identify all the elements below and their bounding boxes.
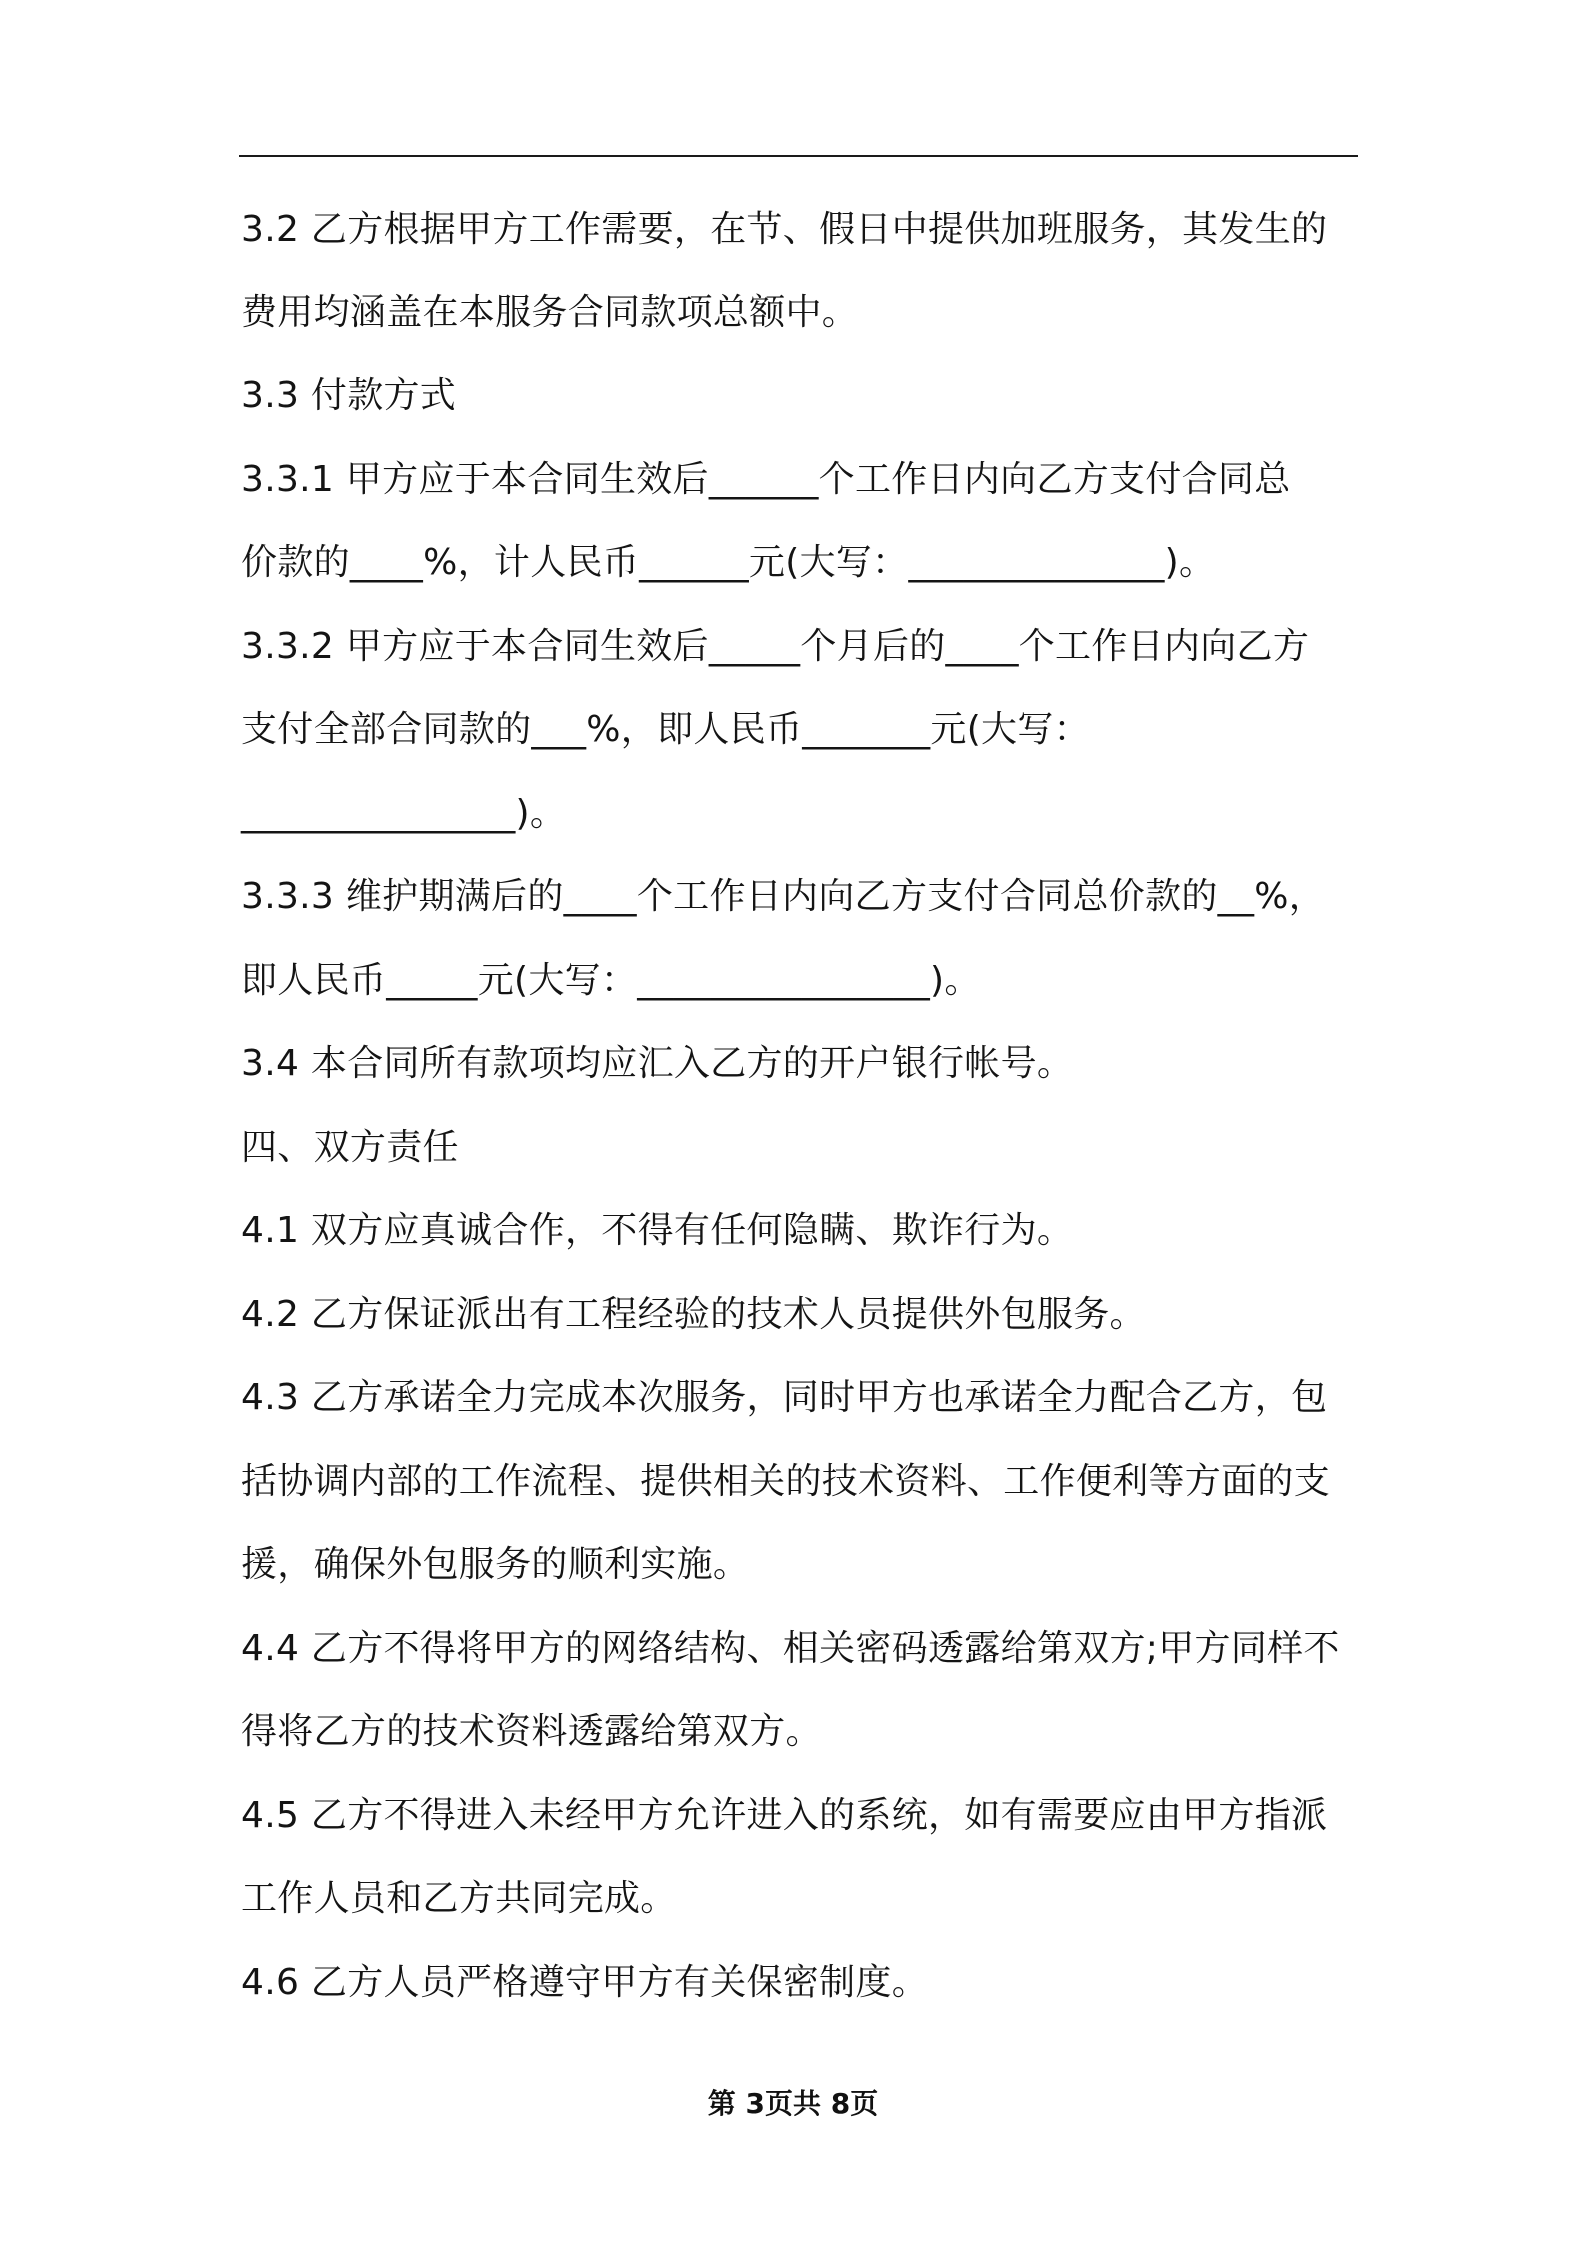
text-line: 4.3 乙方承诺全力完成本次服务，同时甲方也承诺全力配合乙方，包	[241, 1377, 1328, 1418]
text-line: 得将乙方的技术资料透露给第双方。	[241, 1711, 822, 1752]
text-line: _______________)。	[241, 793, 567, 834]
text-line: 3.3.3 维护期满后的____个工作日内向乙方支付合同总价款的__%，	[241, 876, 1326, 917]
text-line: 3.3.1 甲方应于本合同生效后______个工作日内向乙方支付合同总	[241, 459, 1291, 500]
text-line: 3.3 付款方式	[241, 375, 457, 416]
text-line: 4.1 双方应真诚合作，不得有任何隐瞒、欺诈行为。	[241, 1210, 1074, 1251]
text-line: 4.4 乙方不得将甲方的网络结构、相关密码透露给第双方;甲方同样不	[241, 1628, 1340, 1669]
text-line: 支付全部合同款的___%，即人民币_______元(大写：	[241, 709, 1090, 750]
text-line: 即人民币_____元(大写：________________)。	[241, 960, 981, 1001]
section-heading: 四、双方责任	[241, 1127, 459, 1168]
text-line: 工作人员和乙方共同完成。	[241, 1878, 677, 1919]
text-line: 费用均涵盖在本服务合同款项总额中。	[241, 292, 859, 333]
text-line: 括协调内部的工作流程、提供相关的技术资料、工作便利等方面的支	[241, 1461, 1331, 1502]
text-line: 援，确保外包服务的顺利实施。	[241, 1544, 750, 1585]
text-line: 4.2 乙方保证派出有工程经验的技术人员提供外包服务。	[241, 1294, 1146, 1335]
text-line: 4.5 乙方不得进入未经甲方允许进入的系统，如有需要应由甲方指派	[241, 1795, 1328, 1836]
text-line: 4.6 乙方人员严格遵守甲方有关保密制度。	[241, 1962, 928, 2003]
page-number: 第 3页共 8页	[707, 2087, 879, 2120]
text-line: 价款的____%，计人民币______元(大写：______________)。	[241, 542, 1216, 583]
text-line: 3.4 本合同所有款项均应汇入乙方的开户银行帐号。	[241, 1043, 1074, 1084]
text-line: 3.3.2 甲方应于本合同生效后_____个月后的____个工作日内向乙方	[241, 626, 1310, 667]
header-rule	[239, 155, 1358, 157]
text-line: 3.2 乙方根据甲方工作需要，在节、假日中提供加班服务，其发生的	[241, 209, 1328, 250]
